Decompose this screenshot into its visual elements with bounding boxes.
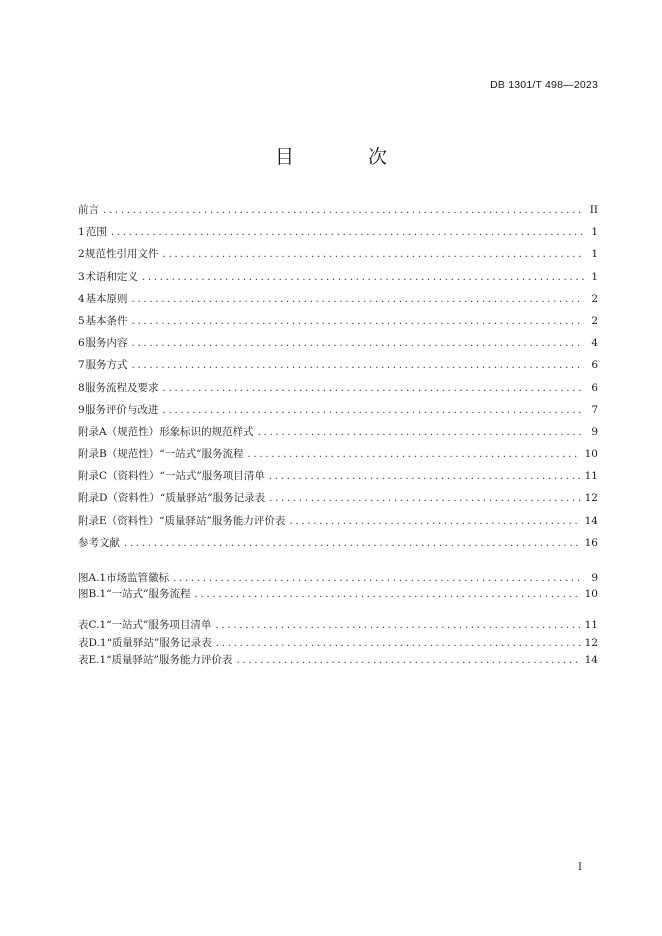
leader-dots (247, 448, 580, 460)
toc-entry-page: 1 (591, 226, 598, 239)
toc-entry-appendix-d[interactable] (78, 490, 598, 512)
leader-dots (163, 248, 584, 260)
leader-dots (269, 492, 580, 504)
page-title: 目 次 (274, 146, 422, 168)
toc-entry-number: 附录E（资料性） (78, 514, 160, 527)
toc-entry-number: 附录D（资料性） (78, 492, 160, 505)
toc-entry-1[interactable] (78, 224, 598, 246)
toc-entry-number: 2 (78, 248, 85, 261)
toc-entry-4[interactable] (78, 291, 598, 313)
leader-dots (163, 404, 584, 416)
toc-entry-number: 8 (78, 381, 85, 394)
toc-entry-label: 基本条件 (85, 314, 128, 327)
toc-entry-page: 16 (584, 536, 598, 549)
toc-entry-label: “质量驿站”服务记录表 (159, 492, 266, 505)
toc-entry-number: 图A.1 (78, 572, 107, 584)
toc-entry-page: 1 (591, 270, 598, 283)
toc-entry-references[interactable] (78, 535, 598, 557)
toc-entry-page: 12 (584, 636, 598, 649)
toc-entry-3[interactable] (78, 269, 598, 291)
toc-entry-7[interactable] (78, 357, 598, 379)
leader-dots (111, 226, 584, 238)
toc-entry-page: 7 (591, 403, 598, 416)
leader-dots (163, 382, 584, 394)
toc-entry-page: 10 (584, 588, 598, 600)
toc-entry-page: 14 (584, 514, 598, 527)
toc-entry-number: 6 (78, 337, 85, 350)
toc-entry-page: 4 (591, 337, 598, 350)
toc-entry-label: 规范性引用文件 (85, 248, 159, 261)
leader-dots (258, 426, 584, 438)
toc-entry-number: 3 (78, 270, 85, 283)
toc-entry-number: 9 (78, 403, 85, 416)
leader-dots (236, 654, 580, 666)
leader-dots (194, 588, 580, 600)
toc-entry-label: 基本原则 (85, 292, 128, 305)
toc-entry-label: 服务评价与改进 (85, 403, 159, 416)
toc-entry-page: 1 (591, 248, 598, 261)
page-number: I (578, 862, 582, 873)
toc-entry-number: 附录A（规范性） (78, 425, 160, 438)
toc-entry-label: “质量驿站”服务能力评价表 (159, 514, 286, 527)
toc-entry-page: 9 (591, 572, 598, 584)
toc-table-list (78, 617, 598, 670)
toc-entry-number: 7 (78, 359, 85, 372)
toc-entry-label: 服务内容 (85, 337, 128, 350)
toc-entry-page: II (589, 204, 598, 216)
toc-entry-page: 2 (591, 292, 598, 305)
toc-entry-number: 附录C（资料性） (78, 470, 160, 483)
toc-entry-page: 14 (584, 654, 598, 666)
toc-entry-appendix-b[interactable] (78, 446, 598, 468)
toc-main-list (78, 202, 598, 557)
leader-dots (269, 470, 581, 482)
toc-figure-a1[interactable] (78, 570, 598, 586)
leader-dots (289, 515, 580, 527)
toc-entry-appendix-c[interactable] (78, 468, 598, 490)
toc-entry-label: 范围 (85, 226, 107, 239)
toc-entry-number: 5 (78, 314, 85, 327)
leader-dots (173, 572, 584, 584)
toc-entry-number: 表D.1 (78, 636, 107, 649)
toc-entry-label: 参考文献 (78, 536, 120, 549)
leader-dots (132, 293, 584, 305)
toc-entry-8[interactable] (78, 380, 598, 402)
toc-figure-b1[interactable] (78, 586, 598, 602)
leader-dots (132, 359, 584, 371)
toc-entry-label: 服务流程及要求 (85, 381, 159, 394)
toc-entry-number: 1 (78, 226, 85, 239)
toc-entry-label: 服务方式 (85, 359, 128, 372)
toc-table-d1[interactable] (78, 635, 598, 653)
toc-entry-page: 11 (584, 619, 598, 631)
toc-entry-page: 6 (591, 359, 598, 372)
toc-table-c1[interactable] (78, 617, 598, 635)
toc-entry-appendix-a[interactable] (78, 424, 598, 446)
toc-table-e1[interactable] (78, 652, 598, 670)
toc-entry-6[interactable] (78, 335, 598, 357)
standard-code: DB 1301/T 498—2023 (490, 79, 598, 91)
toc-entry-label: 形象标识的规范样式 (159, 425, 254, 438)
toc-entry-label: “一站式”服务项目清单 (106, 619, 212, 631)
leader-dots (132, 315, 584, 327)
toc-entry-page: 10 (584, 448, 598, 461)
toc-entry-page: 6 (591, 381, 598, 394)
toc-entry-2[interactable] (78, 246, 598, 268)
toc-entry-page: 12 (584, 492, 598, 505)
toc-entry-label: 市场监管徽标 (106, 572, 170, 584)
leader-dots (215, 619, 580, 631)
toc-entry-label: “质量驿站”服务能力评价表 (106, 654, 233, 666)
toc-entry-number: 表C.1 (78, 619, 107, 631)
toc-entry-label: “一站式”服务项目清单 (159, 470, 265, 483)
toc-entry-number: 4 (78, 292, 85, 305)
toc-entry-label: “质量驿站”服务记录表 (106, 636, 212, 649)
toc-entry-label: 术语和定义 (85, 270, 138, 283)
toc-figure-list (78, 570, 598, 602)
toc-entry-page: 9 (591, 425, 598, 438)
toc-entry-appendix-e[interactable] (78, 513, 598, 535)
toc-entry-number: 表E.1 (78, 654, 107, 666)
toc-entry-label: “一站式”服务流程 (159, 448, 244, 461)
toc-entry-preface[interactable] (78, 202, 598, 224)
toc-entry-5[interactable] (78, 313, 598, 335)
toc-entry-page: 2 (591, 314, 598, 327)
toc-entry-label: 前言 (78, 204, 99, 216)
toc-entry-number: 图B.1 (78, 588, 107, 600)
leader-dots (124, 537, 581, 549)
toc-entry-label: “一站式”服务流程 (106, 588, 191, 600)
leader-dots (142, 271, 584, 283)
toc-entry-9[interactable] (78, 402, 598, 424)
leader-dots (216, 637, 581, 649)
leader-dots (103, 204, 584, 216)
toc-entry-number: 附录B（规范性） (78, 448, 160, 461)
toc-entry-page: 11 (584, 470, 598, 483)
leader-dots (132, 337, 584, 349)
